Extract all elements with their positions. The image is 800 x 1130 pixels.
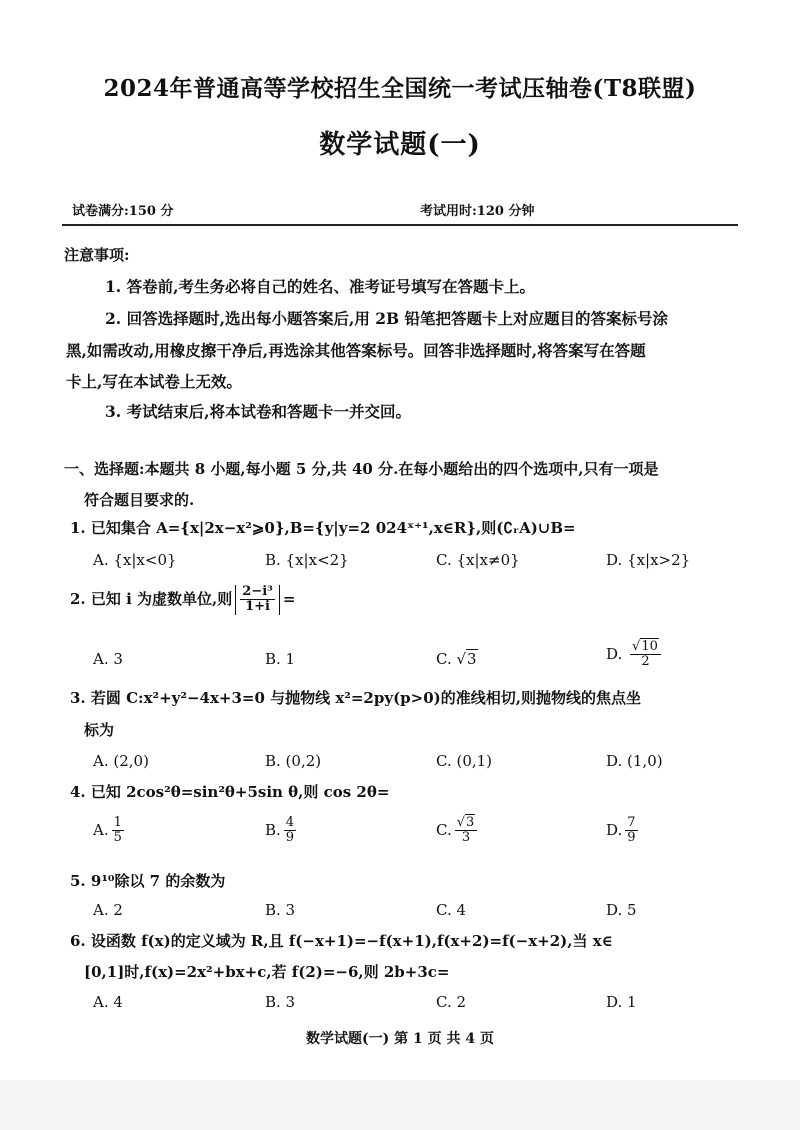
notice-item-3: 3. 考试结束后,将本试卷和答题卡一并交回。 [105,402,411,421]
q3-option-d: D. (1,0) [606,752,663,770]
exam-subtitle: 数学试题(一) [319,130,481,160]
q2-option-d: D. $\frac{√10}{2}$ [606,640,661,670]
q4-option-a [93,816,124,846]
q2-numerator: 2−i³ [242,584,273,599]
q2-option-c: C. √3 [436,650,477,668]
section-heading-cont: 符合题目要求的. [84,491,195,509]
header-divider [62,224,738,226]
q6-option-c: C. 2 [436,993,467,1011]
q2-abs [235,585,280,615]
section-heading: 一、选择题:本题共 8 小题,每小题 5 分,共 40 分.在每小题给出的四个选项中,只有一项是 [64,460,659,478]
q2-option-d-den: 2 [641,654,650,670]
full-score: 试卷满分:150 分 [72,204,174,219]
q3-option-b: B. (0,2) [265,752,322,770]
q4-option-a-num: 1 [113,815,122,830]
q2-option-a: A. 3 [93,650,123,668]
q6-option-d: D. 1 [606,993,637,1011]
q4-option-d-num: 7 [627,815,636,830]
notice-heading: 注意事项: [64,246,130,264]
question-1-stem: 1. 已知集合 A={x|2x−x²⩾0},B={y|y=2 024ˣ⁺¹,x∈R},则(∁ᵣA)∪B= [70,519,576,537]
q2-option-b: B. 1 [265,650,296,668]
q2-equals: = [282,589,296,608]
q2-option-d-num: 10 [641,639,658,654]
question-3-stem: 3. 若圆 C:x²+y²−4x+3=0 与抛物线 x²=2py(p>0)的准线相切,则抛物线的焦点坐 [70,689,641,707]
q4-option-c-label: C. [436,820,452,839]
question-3-stem-cont: 标为 [84,721,115,739]
q4-option-b-num: 4 [285,815,295,830]
q1-option-b: B. {x|x<2} [265,551,349,569]
q2-option-c-label: C. [436,650,452,668]
question-5-stem: 5. 9¹⁰除以 7 的余数为 [70,872,226,890]
q5-option-a: A. 2 [93,901,123,919]
q4-option-d-den: 9 [627,830,636,846]
page-gap [0,1080,800,1130]
notice-item-2-cont2: 卡上,写在本试卷上无效。 [66,372,242,391]
question-2-stem [70,585,295,615]
q6-option-b: B. 3 [265,993,296,1011]
q1-option-a: A. {x|x<0} [93,551,177,569]
q5-option-d: D. 5 [606,901,637,919]
q5-option-c: C. 4 [436,901,467,919]
q4-option-a-label: A. [93,820,109,839]
notice-item-1: 1. 答卷前,考生务必将自己的姓名、准考证号填写在答题卡上。 [105,277,535,296]
question-6-stem-cont: [0,1]时,f(x)=2x²+bx+c,若 f(2)=−6,则 2b+3c= [84,963,450,981]
q2-denominator: 1+i [245,599,270,615]
q4-option-a-den: 5 [113,830,122,846]
q1-option-d: D. {x|x>2} [606,551,691,569]
notice-item-2-cont: 黑,如需改动,用橡皮擦干净后,再选涂其他答案标号。回答非选择题时,将答案写在答题 [66,341,646,360]
question-4-stem: 4. 已知 2cos²θ=sin²θ+5sin θ,则 cos 2θ= [70,783,390,801]
exam-time: 考试用时:120 分钟 [420,204,535,219]
q4-option-b-label: B. [265,820,281,839]
page-footer: 数学试题(一) 第 1 页 共 4 页 [306,1031,494,1047]
q4-option-b-den: 9 [285,830,295,846]
exam-title: 2024年普通高等学校招生全国统一考试压轴卷(T8联盟) [103,75,697,102]
q4-option-b [265,816,296,846]
q5-option-b: B. 3 [265,901,296,919]
notice-item-2: 2. 回答选择题时,选出每小题答案后,用 2B 铅笔把答题卡上对应题目的答案标号涂 [105,309,669,328]
question-6-stem: 6. 设函数 f(x)的定义域为 R,且 f(−x+1)=−f(x+1),f(x+2)=f(−x+2),当 x∈ [70,932,613,950]
q2-option-d-label: D. [606,644,623,663]
q3-option-a: A. (2,0) [93,752,149,770]
q3-option-c: C. (0,1) [436,752,493,770]
q4-option-c-den: 3 [461,830,471,846]
q6-option-a: A. 4 [93,993,123,1011]
q4-option-c-num: 3 [466,815,475,830]
q4-option-c: C. $\frac{√3}{3}$ [436,816,477,846]
q1-option-c: C. {x|x≠0} [436,551,520,569]
q4-option-d [606,816,638,846]
q2-stem-text: 2. 已知 i 为虚数单位,则 [70,589,233,608]
q4-option-d-label: D. [606,820,623,839]
q2-option-c-value: 3 [467,650,477,668]
